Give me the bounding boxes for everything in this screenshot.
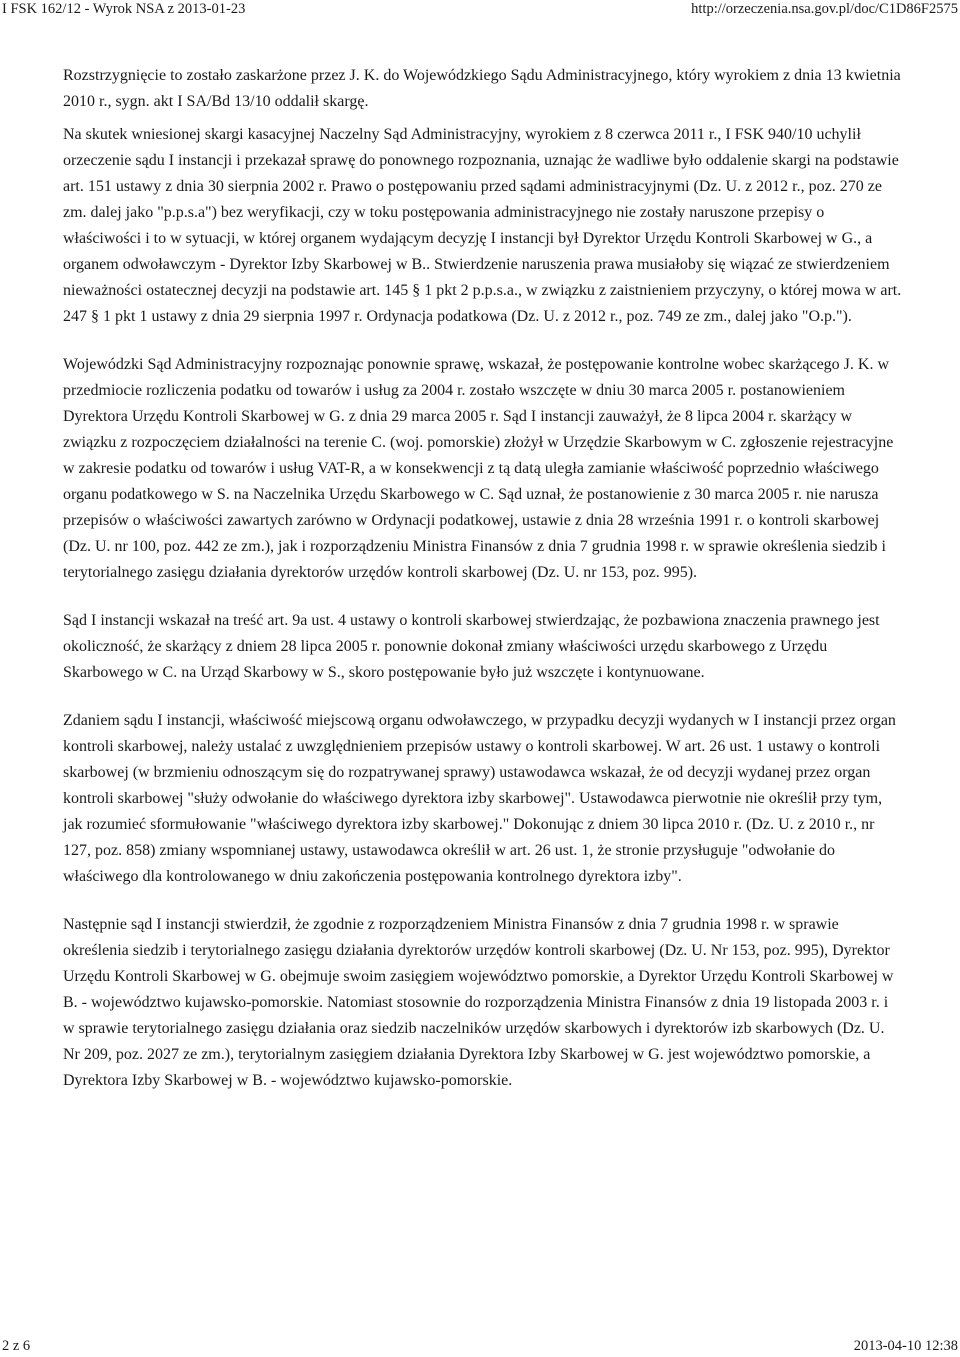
header-url: http://orzeczenia.nsa.gov.pl/doc/C1D86F2575 [691, 1, 958, 17]
paragraph-6: Następnie sąd I instancji stwierdził, że zgodnie z rozporządzeniem Ministra Finansów z dnia 7 grudnia 1998 r. w sprawie określenia siedzib i terytorialnego zasięgu działania dyrektorów urzędów kontroli skarbowej (Dz. U. Nr 153, poz. 995), Dyrektor Urzędu Kontroli Skarbowej w G. obejmuje swoim zasięgiem województwo pomorskie, a Dyrektor Urzędu Kontroli Skarbowej w B. - województwo kujawsko-pomorskie. Natomiast stosownie do rozporządzenia Ministra Finansów z dnia 19 listopada 2003 r. i w sprawie terytorialnego zasięgu działania oraz siedzib naczelników urzędów skarbowych i dyrektorów izb skarbowych (Dz. U. Nr 209, poz. 2027 ze zm.), terytorialnym zasięgiem działania Dyrektora Izby Skarbowej w G. jest województwo pomorskie, a Dyrektora Izby Skarbowej w B. - województwo kujawsko-pomorskie. [63, 916, 894, 1089]
paragraph-3: Wojewódzki Sąd Administracyjny rozpoznając ponownie sprawę, wskazał, że postępowanie kontrolne wobec skarżącego J. K. w przedmiocie rozliczenia podatku od towarów i usług za 2004 r. zostało wszczęte w dniu 30 marca 2005 r. postanowieniem Dyrektora Urzędu Kontroli Skarbowej w G. z dnia 29 marca 2005 r. Sąd I instancji zauważył, że 8 lipca 2004 r. skarżący w związku z rozpoczęciem działalności na terenie C. (woj. pomorskie) złożył w Urzędzie Skarbowym w C. zgłoszenie rejestracyjne w zakresie podatku od towarów i usług VAT-R, a w konsekwencji z tą datą uległa zamianie właściwość poprzednio właściwego organu podatkowego w S. na Naczelnika Urzędu Skarbowego w C. Sąd uznał, że postanowienie z 30 marca 2005 r. nie narusza przepisów o właściwości zawartych zarówno w Ordynacji podatkowej, ustawie z dnia 28 września 1991 r. o kontroli skarbowej (Dz. U. nr 100, poz. 442 ze zm.), jak i rozporządzeniu Ministra Finansów z dnia 7 grudnia 1998 r. w sprawie określenia siedzib i terytorialnego zasięgu działania dyrektorów urzędów kontroli skarbowej (Dz. U. nr 153, poz. 995). [63, 356, 894, 581]
footer-page-number: 2 z 6 [2, 1338, 31, 1354]
footer-timestamp: 2013-04-10 12:38 [853, 1338, 958, 1354]
paragraph-5: Zdaniem sądu I instancji, właściwość miejscową organu odwoławczego, w przypadku decyzji wydanych w I instancji przez organ kontroli skarbowej, należy ustalać z uwzględnieniem przepisów ustawy o kontroli skarbowej. W art. 26 ust. 1 ustawy o kontroli skarbowej (w brzmieniu odnoszącym się do rozpatrywanej sprawy) ustawodawca wskazał, że od decyzji wydanej przez organ kontroli skarbowej "służy odwołanie do właściwego dyrektora izby skarbowej". Ustawodawca pierwotnie nie określił przy tym, jak rozumieć sformułowanie "właściwego dyrektora izby skarbowej." Dokonując z dniem 30 lipca 2010 r. (Dz. U. z 2010 r., nr 127, poz. 858) zmiany wspomnianej ustawy, ustawodawca określił w art. 26 ust. 1, że stronie przysługuje "odwołanie do właściwego dla kontrolowanego w dniu zakończenia postępowania kontrolnego dyrektora izby". [63, 712, 896, 885]
paragraph-2: Na skutek wniesionej skargi kasacyjnej Naczelny Sąd Administracyjny, wyrokiem z 8 czerwca 2011 r., I FSK 940/10 uchylił orzeczenie sądu I instancji i przekazał sprawę do ponownego rozpoznania, uznając że wadliwe było oddalenie skargi na podstawie art. 151 ustawy z dnia 30 sierpnia 2002 r. Prawo o postępowaniu przed sądami administracyjnymi (Dz. U. z 2012 r., poz. 270 ze zm. dalej jako "p.p.s.a") bez weryfikacji, czy w toku postępowania administracyjnego nie zostały naruszone przepisy o właściwości i to w sytuacji, w której organem wydającym decyzję I instancji był Dyrektor Urzędu Kontroli Skarbowej w G., a organem odwoławczym - Dyrektor Izby Skarbowej w B.. Stwierdzenie naruszenia prawa musiałoby się wiązać ze stwierdzeniem nieważności ostatecznej decyzji na podstawie art. 145 § 1 pkt 2 p.p.s.a., w związku z zaistnieniem przyczyny, o której mowa w art. 247 § 1 pkt 1 ustawy z dnia 29 sierpnia 1997 r. Ordynacja podatkowa (Dz. U. z 2012 r., poz. 749 ze zm., dalej jako "O.p."). [63, 126, 902, 325]
paragraph-4: Sąd I instancji wskazał na treść art. 9a ust. 4 ustawy o kontroli skarbowej stwierdzając, że pozbawiona znaczenia prawnego jest okoliczność, że skarżący z dniem 28 lipca 2005 r. ponownie dokonał zmiany właściwości urzędu skarbowego z Urzędu Skarbowego w C. na Urząd Skarbowy w S., skoro postępowanie było już wszczęte i kontynuowane. [63, 612, 880, 681]
document-body [63, 63, 903, 1116]
paragraph-1: Rozstrzygnięcie to zostało zaskarżone przez J. K. do Wojewódzkiego Sądu Administracyjnego, który wyrokiem z dnia 13 kwietnia 2010 r., sygn. akt I SA/Bd 13/10 oddalił skargę. [63, 67, 901, 110]
header-document-title: I FSK 162/12 - Wyrok NSA z 2013-01-23 [2, 1, 246, 17]
